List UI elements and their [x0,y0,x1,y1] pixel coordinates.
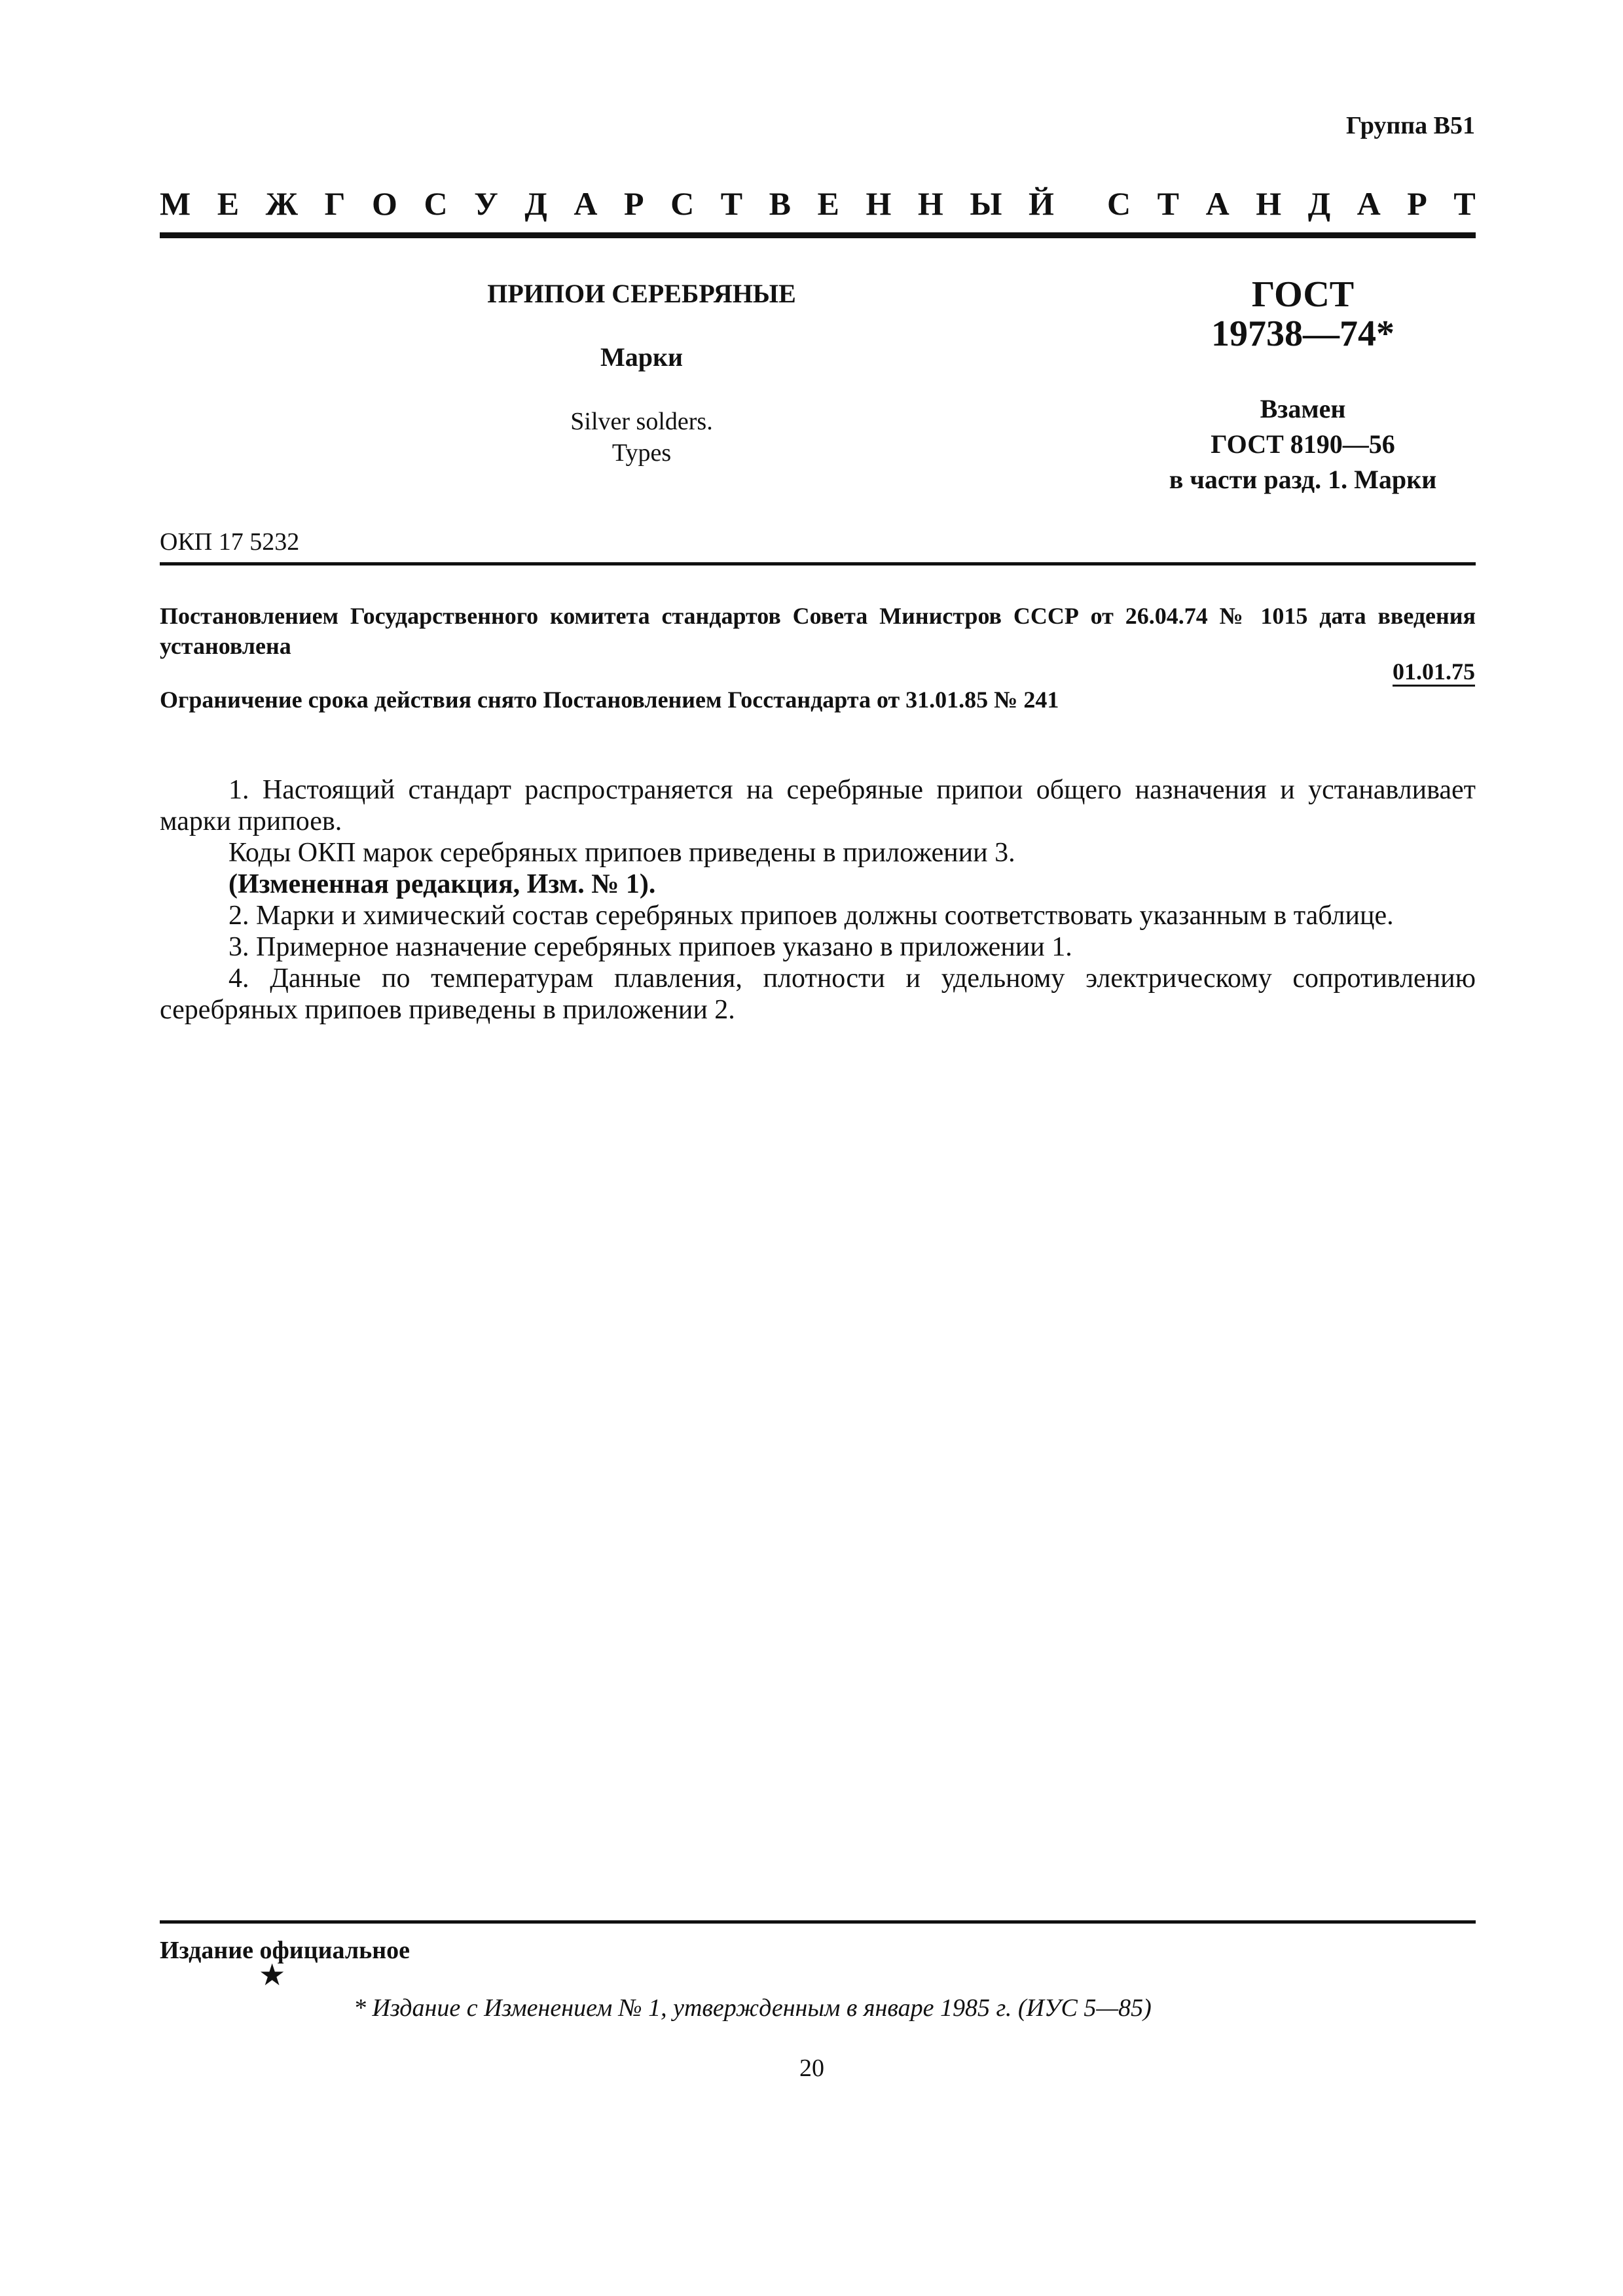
banner-letter: У [474,185,498,222]
page-number: 20 [799,2054,824,2082]
english-title-line-2: Types [611,439,672,467]
header-bottom-rule [160,562,1476,565]
banner-letter: О [372,185,397,222]
banner-letter: Ы [970,185,1002,222]
official-edition: Издание официальное [160,1937,410,1964]
banner-letter: С [1107,185,1131,222]
banner-letter: М [160,185,191,222]
replacement-line-1: Взамен [1260,394,1346,423]
banner-letter: Е [217,185,240,222]
banner-letter: Й [1029,185,1054,222]
banner-letter: Ж [265,185,299,222]
banner-letter: Р [1407,185,1427,222]
banner-letter: А [1205,185,1230,222]
introduction-date: 01.01.75 [1393,658,1475,685]
footer-rule [160,1920,1476,1924]
banner-letter: В [769,185,791,222]
star-icon: ★ [259,1958,286,1992]
amendment-note: (Измененная редакция, Изм. № 1). [228,869,656,899]
banner-letter: Н [917,185,943,222]
english-title-line-1: Silver solders. [570,408,713,435]
gost-number: 19738—74* [1211,314,1395,354]
banner-letter: С [670,185,695,222]
document-subtitle: Марки [600,342,684,372]
footnote: * Издание с Изменением № 1, утвержденным в январе 1985 г. (ИУС 5—85) [354,1994,1152,2022]
document-title: ПРИПОИ СЕРЕБРЯНЫЕ [487,279,796,308]
interstate-standard-banner [160,187,1476,220]
paragraph-1: 1. Настоящий стандарт распространяется на серебряные припои общего назначения и устанавливает марки припоев. [160,775,1476,836]
paragraph-4: 4. Данные по температурам плавления, плотности и удельному электрическому сопротивлению серебряных припоев приведены в приложении 2. [160,963,1476,1025]
banner-letter: Т [1157,185,1180,222]
banner-letter: А [574,185,598,222]
banner-letter: Д [1307,185,1331,222]
group-label: Группа В51 [1345,112,1475,139]
banner-letter: А [1357,185,1381,222]
banner-letter: Р [623,185,644,222]
validity-limit-note: Ограничение срока действия снято Постановлением Госстандарта от 31.01.85 № 241 [160,687,1059,713]
banner-letter: Д [524,185,547,222]
gost-designation [1126,275,1480,353]
replacement-line-2: ГОСТ 8190—56 [1211,429,1395,459]
paragraph-okp-codes: Коды ОКП марок серебряных припоев приведены в приложении 3. [228,838,1015,868]
top-rule [160,232,1476,238]
document-body [160,774,1476,1026]
replacement-line-3: в части разд. 1. Марки [1169,465,1437,494]
gost-label: ГОСТ [1251,274,1355,315]
english-title [445,406,838,469]
okp-code: ОКП 17 5232 [160,528,300,556]
paragraph-2: 2. Марки и химический состав серебряных припоев должны соответствовать указанным в таблице. [228,901,1394,931]
decree-text: Постановлением Государственного комитета стандартов Совета Министров СССР от 26.04.74 № 1015 дата введения установлена [160,603,1476,659]
banner-letter: Н [866,185,892,222]
paragraph-3: 3. Примерное назначение серебряных припоев указано в приложении 1. [228,932,1072,962]
banner-letter: С [424,185,448,222]
banner-letter: Г [324,185,346,222]
banner-letter: Т [1453,185,1476,222]
replacement-note [1126,391,1480,497]
banner-letter: Е [817,185,839,222]
banner-letter: Н [1256,185,1282,222]
banner-letter: Т [720,185,743,222]
